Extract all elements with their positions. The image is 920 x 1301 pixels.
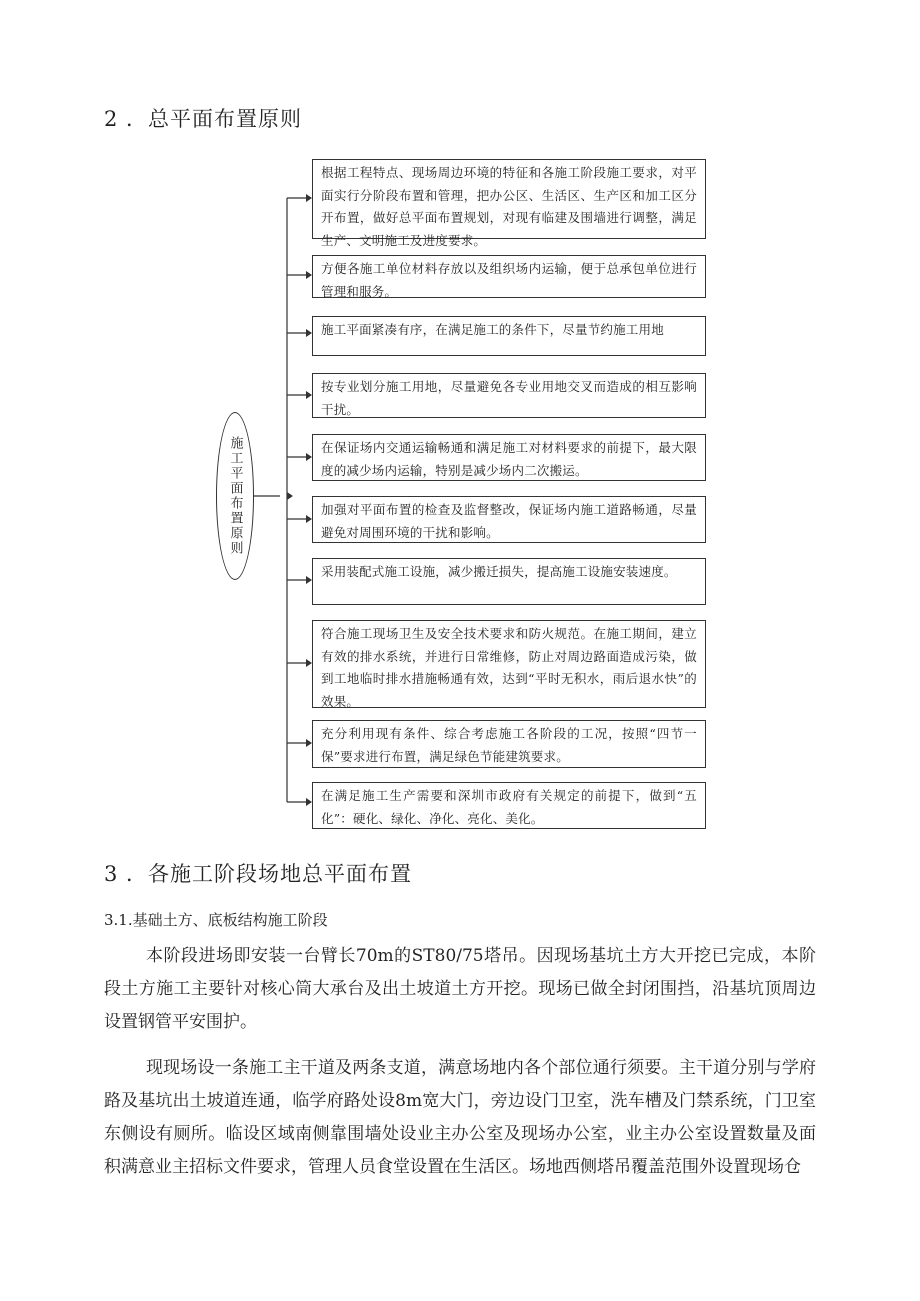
principle-box-7: 采用装配式施工设施，减少搬迁损失，提高施工设施安装速度。 [312, 558, 706, 605]
principle-box-1: 根据工程特点、现场周边环境的特征和各施工阶段施工要求，对平面实行分阶段布置和管理，把办公区、生活区、生产区和加工区分开布置，做好总平面布置规划，对现有临建及围墙进行调整，满足生产、文明施工及进度要求。 [312, 159, 706, 239]
principle-box-6: 加强对平面布置的检查及监督整改，保证场内施工道路畅通，尽量避免对周围环境的干扰和影响。 [312, 496, 706, 543]
body-paragraph: 本阶段进场即安装一台臂长70m的ST80/75塔吊。因现场基坑土方大开挖已完成，本阶段土方施工主要针对核心筒大承台及出土坡道土方开挖。现场已做全封闭围挡，沿基坑顶周边设置钢管平安围护。 [104, 946, 816, 1032]
section-heading: 3 ．各施工阶段场地总平面布置 [104, 862, 413, 886]
principle-box-3: 施工平面紧凑有序，在满足施工的条件下，尽量节约施工用地 [312, 316, 706, 356]
root-label: 施工平面布置原则 [227, 436, 243, 556]
principle-box-4: 按专业划分施工用地，尽量避免各专业用地交叉而造成的相互影响干扰。 [312, 373, 706, 418]
principle-box-8: 符合施工现场卫生及安全技术要求和防火规范。在施工期间，建立有效的排水系统，并进行日常维修，防止对周边路面造成污染，做到工地临时排水措施畅通有效，达到“平时无积水，雨后退水快”的效果。 [312, 620, 706, 708]
principle-box-10: 在满足施工生产需要和深圳市政府有关规定的前提下，做到“五化”：硬化、绿化、净化、亮化、美化。 [312, 782, 706, 829]
subsection-heading: 3.1.基础土方、底板结构施工阶段 [104, 911, 328, 929]
arrowheads [287, 194, 312, 806]
section-heading: 2 ．总平面布置原则 [104, 107, 303, 131]
branch-lines [287, 198, 306, 802]
principle-box-5: 在保证场内交通运输畅通和满足施工对材料要求的前提下，最大限度的减少场内运输，特别是减少场内二次搬运。 [312, 434, 706, 481]
principle-box-9: 充分利用现有条件、综合考虑施工各阶段的工况，按照“四节一保”要求进行布置，满足绿色节能建筑要求。 [312, 720, 706, 768]
principle-box-2: 方便各施工单位材料存放以及组织场内运输，便于总承包单位进行管理和服务。 [312, 255, 706, 298]
body-paragraph: 现现场设一条施工主干道及两条支道，满意场地内各个部位通行须要。主干道分别与学府路及基坑出土坡道连通，临学府路处设8m宽大门，旁边设门卫室，洗车槽及门禁系统，门卫室东侧设有厕所。临设区域南侧靠围墙处设业主办公室及现场办公室，业主办公室设置数量及面积满意业主招标文件要求，管理人员食堂设置在生活区。场地西侧塔吊覆盖范围外设置现场仓 [104, 1058, 816, 1177]
